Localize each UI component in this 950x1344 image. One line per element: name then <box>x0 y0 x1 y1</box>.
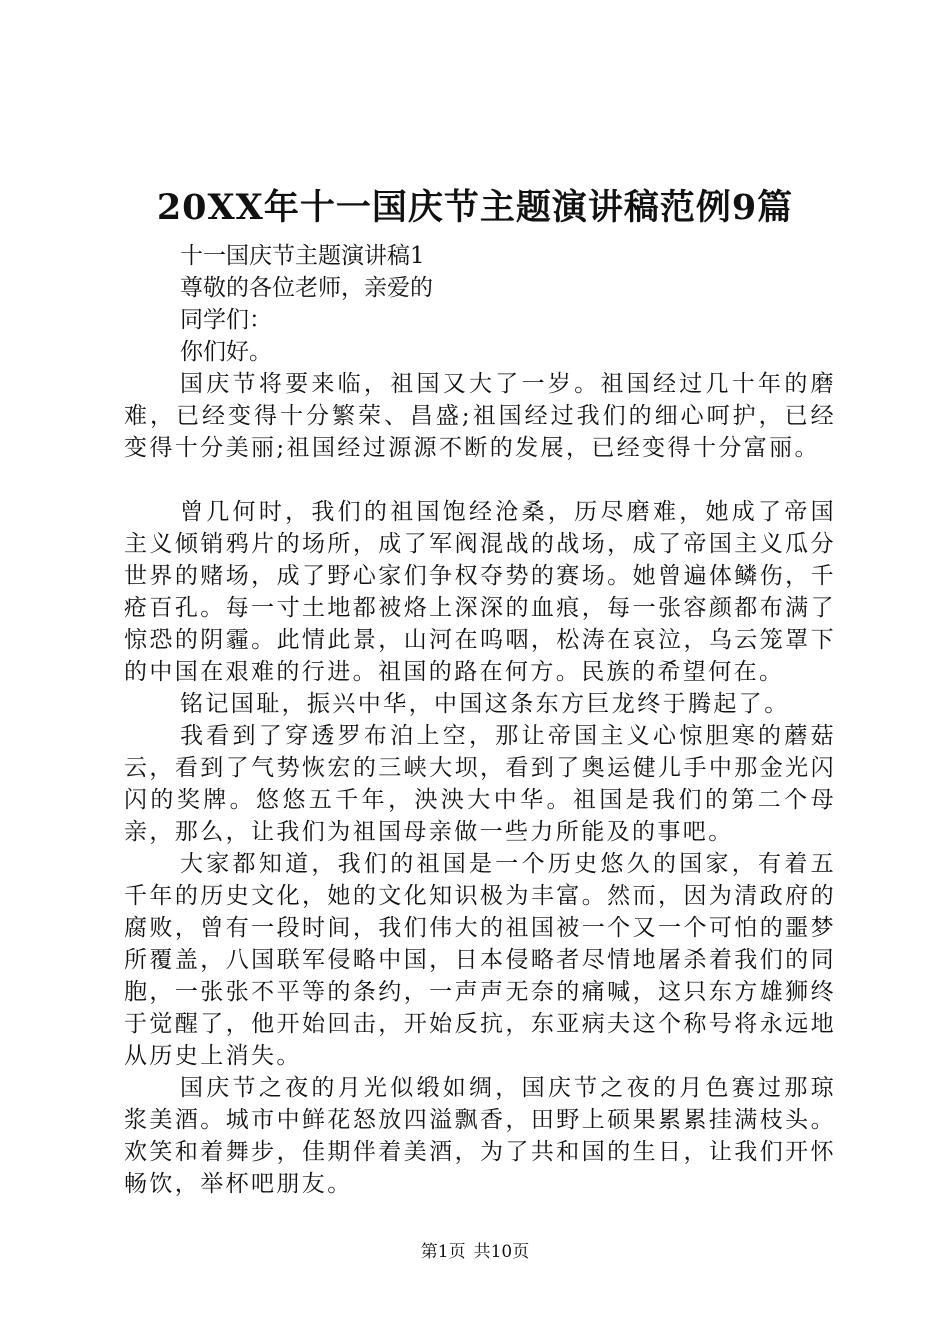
document-title: 20XX年十一国庆节主题演讲稿范例9篇 <box>156 187 794 228</box>
document-body <box>124 240 836 1200</box>
speech-subtitle: 十一国庆节主题演讲稿1 <box>180 243 425 269</box>
salutation-line-1: 尊敬的各位老师，亲爱的 <box>180 275 433 301</box>
page-number-total: 共10页 <box>473 1242 530 1262</box>
paragraph-3: 铭记国耻，振兴中华，中国这条东方巨龙终于腾起了。 <box>180 691 790 717</box>
salutation-line-2: 同学们： <box>180 307 272 333</box>
paragraph-5: 大家都知道，我们的祖国是一个历史悠久的国家，有着五千年的历史文化，她的文化知识极为丰富。然而，因为清政府的腐败，曾有一段时间，我们伟大的祖国被一个又一个可怕的噩梦所覆盖，八国联军侵略中国，日本侵略者尽情地屠杀着我们的同胞，一张张不平等的条约，一声声无奈的痛喊，这只东方雄狮终于觉醒了，他开始回击，开始反抗，东亚病夫这个称号将永远地从历史上消失。 <box>124 851 836 1069</box>
paragraph-1: 国庆节将要来临，祖国又大了一岁。祖国经过几十年的磨难，已经变得十分繁荣、昌盛;祖国经过我们的细心呵护，已经变得十分美丽;祖国经过源源不断的发展，已经变得十分富丽。 <box>124 371 836 461</box>
paragraph-2: 曾几何时，我们的祖国饱经沧桑，历尽磨难，她成了帝国主义倾销鸦片的场所，成了军阀混战的战场，成了帝国主义瓜分世界的赌场，成了野心家们争权夺势的赛场。她曾遍体鳞伤，千疮百孔。每一寸土地都被烙上深深的血痕，每一张容颜都布满了惊恐的阴霾。此情此景，山河在呜咽，松涛在哀泣，乌云笼罩下的中国在艰难的行进。祖国的路在何方。民族的希望何在。 <box>124 499 836 685</box>
page-number-current: 第1页 <box>420 1242 466 1262</box>
paragraph-gap <box>124 464 836 496</box>
paragraph-6: 国庆节之夜的月光似缎如绸，国庆节之夜的月色赛过那琼浆美酒。城市中鲜花怒放四溢飘香，田野上硕果累累挂满枝头。欢笑和着舞步，佳期伴着美酒，为了共和国的生日，让我们开怀畅饮，举杯吧朋友。 <box>124 1075 836 1197</box>
greeting-line: 你们好。 <box>180 339 272 365</box>
paragraph-4: 我看到了穿透罗布泊上空，那让帝国主义心惊胆寒的蘑菇云，看到了气势恢宏的三峡大坝，看到了奥运健儿手中那金光闪闪的奖牌。悠悠五千年，泱泱大中华。祖国是我们的第二个母亲，那么，让我们为祖国母亲做一些力所能及的事吧。 <box>124 723 836 845</box>
page-footer <box>0 1240 950 1264</box>
